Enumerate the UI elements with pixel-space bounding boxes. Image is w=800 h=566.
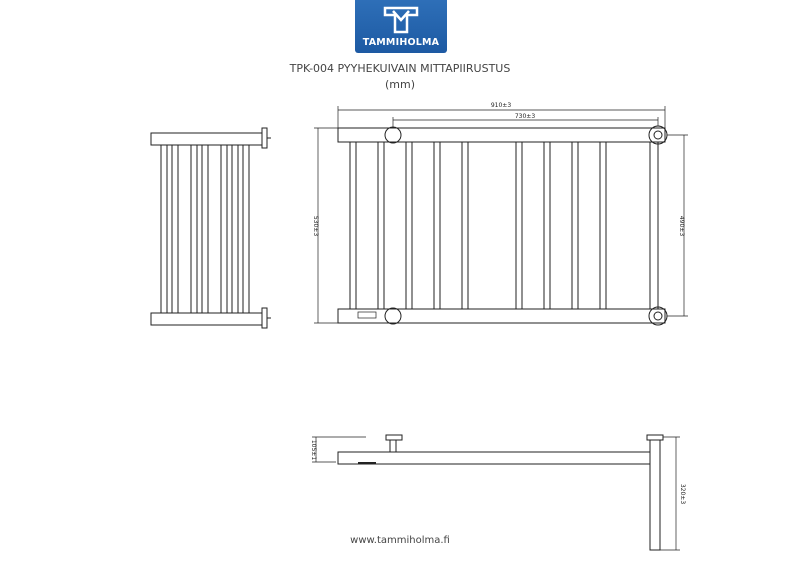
drawing-title: TPK-004 PYYHEKUIVAIN MITTAPIIRUSTUS (289, 62, 511, 75)
dim-depth: 320±3 (679, 483, 686, 505)
drawing-unit: (mm) (384, 78, 415, 91)
logo-text: TAMMIHOLMA (362, 37, 440, 48)
dim-mount-spacing-v: 490±3 (678, 215, 685, 237)
front-view (314, 106, 688, 325)
dim-overall-width: 910±3 (490, 102, 512, 109)
dim-wall-offset: 105±1 (310, 439, 317, 461)
dim-mount-spacing-h: 730±3 (514, 113, 536, 120)
website-link[interactable]: www.tammiholma.fi (350, 535, 450, 546)
side-view (151, 128, 271, 328)
dim-overall-height: 530±3 (312, 215, 319, 237)
top-view (312, 435, 680, 550)
